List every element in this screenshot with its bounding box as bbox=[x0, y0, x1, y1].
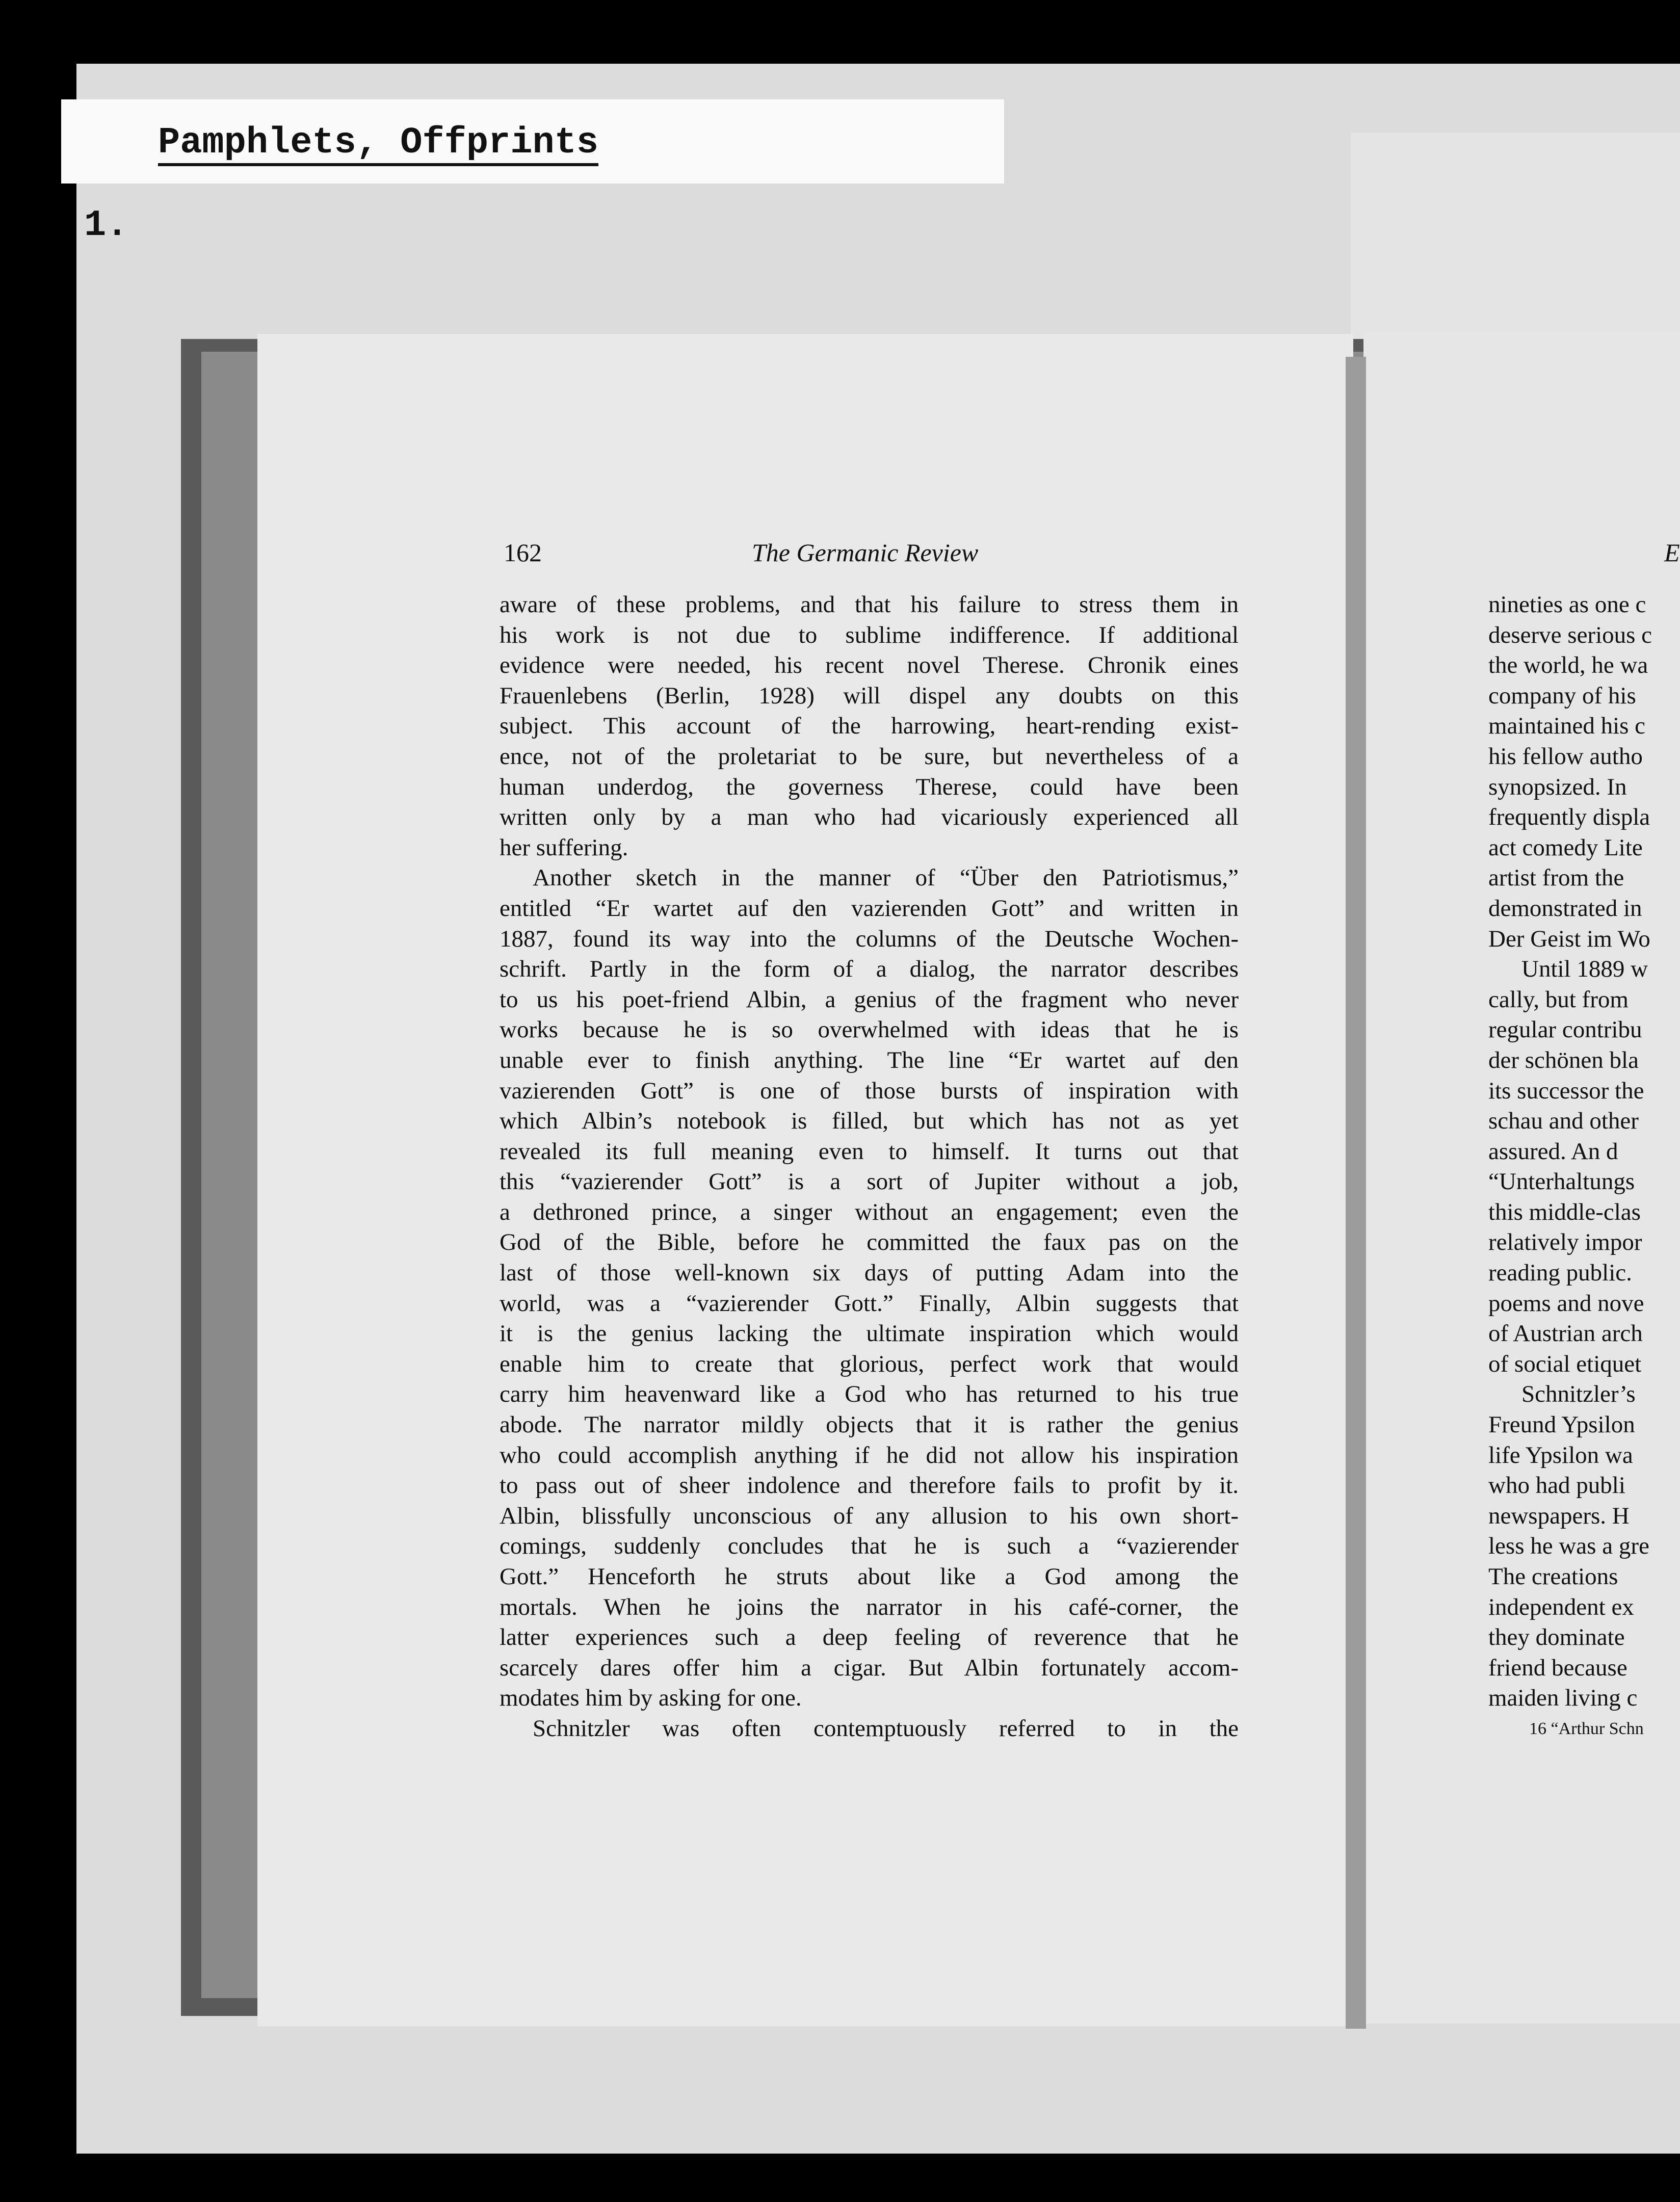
text-line: The creations bbox=[1488, 1563, 1618, 1590]
text-line: who had publi bbox=[1488, 1472, 1625, 1499]
archive-label-number: 1. bbox=[84, 204, 128, 246]
text-line: Gott.” Henceforth he struts about like a God among the bbox=[500, 1563, 1239, 1590]
text-line: life Ypsilon wa bbox=[1488, 1441, 1633, 1469]
text-line: aware of these problems, and that his failure to stress them in bbox=[500, 591, 1239, 618]
text-line: Der Geist im Wo bbox=[1488, 925, 1650, 952]
text-line: this “vazierender Gott” is a sort of Jupiter without a job, bbox=[500, 1168, 1239, 1195]
text-line: human underdog, the governess Therese, could have been bbox=[500, 773, 1239, 800]
text-line: a dethroned prince, a singer without an engagement; even the bbox=[500, 1198, 1239, 1225]
archive-label bbox=[61, 99, 1004, 246]
text-line: it is the genius lacking the ultimate inspiration which would bbox=[500, 1320, 1239, 1347]
text-line: ence, not of the proletariat to be sure, but nevertheless of a bbox=[500, 743, 1239, 770]
text-line: friend because bbox=[1488, 1654, 1628, 1681]
text-line: Another sketch in the manner of “Über den Patriotismus,” bbox=[533, 864, 1239, 892]
text-line: mortals. When he joins the narrator in his café-corner, the bbox=[500, 1593, 1239, 1620]
text-line: less he was a gre bbox=[1488, 1533, 1649, 1560]
text-line: his fellow autho bbox=[1488, 743, 1643, 770]
text-line: the world, he wa bbox=[1488, 652, 1648, 679]
text-line: nineties as one c bbox=[1488, 591, 1646, 618]
text-line: world, was a “vazierender Gott.” Finally, Albin suggests that bbox=[500, 1290, 1239, 1317]
text-line: demonstrated in bbox=[1488, 895, 1642, 922]
running-head-title: The Germanic Review bbox=[752, 538, 979, 567]
text-line: which Albin’s notebook is filled, but which has not as yet bbox=[500, 1108, 1239, 1135]
page-number: 162 bbox=[504, 538, 542, 567]
text-line: Albin, blissfully unconscious of any allusion to his own short- bbox=[500, 1502, 1239, 1529]
right-running-head-fragment: E bbox=[1664, 538, 1680, 567]
text-line: his work is not due to sublime indifference. If additional bbox=[500, 621, 1239, 648]
backing-sheet bbox=[1351, 133, 1680, 357]
text-line: of social etiquet bbox=[1488, 1350, 1642, 1377]
text-line: entitled “Er wartet auf den vazierenden Gott” and written in bbox=[500, 895, 1239, 922]
text-line: schau and other bbox=[1488, 1108, 1639, 1135]
text-line: modates him by asking for one. bbox=[500, 1685, 802, 1712]
text-line: revealed its full meaning even to himself. It turns out that bbox=[500, 1138, 1239, 1165]
text-line: synopsized. In bbox=[1488, 773, 1627, 800]
text-line: God of the Bible, before he committed the faux pas on the bbox=[500, 1229, 1239, 1256]
text-line: works because he is so overwhelmed with ideas that he is bbox=[500, 1016, 1239, 1043]
text-line: to pass out of sheer indolence and therefore fails to profit by it. bbox=[500, 1472, 1239, 1499]
text-line: reading public. bbox=[1488, 1260, 1632, 1287]
text-line: maiden living c bbox=[1488, 1685, 1638, 1712]
left-page-body-text bbox=[500, 590, 1239, 1744]
text-line: Schnitzler was often contemptuously referred to in the bbox=[533, 1715, 1239, 1742]
text-line: latter experiences such a deep feeling of reverence that he bbox=[500, 1624, 1239, 1651]
text-line: vazierenden Gott” is one of those bursts of inspiration with bbox=[500, 1077, 1239, 1104]
text-line: poems and nove bbox=[1488, 1290, 1644, 1317]
footnote: 16 “Arthur Schn bbox=[1529, 1719, 1644, 1738]
text-line: cally, but from bbox=[1488, 986, 1629, 1013]
text-line: assured. An d bbox=[1488, 1138, 1618, 1165]
text-line: scarcely dares offer him a cigar. But Albin fortunately accom- bbox=[500, 1654, 1239, 1681]
text-line: 1887, found its way into the columns of the Deutsche Wochen- bbox=[500, 925, 1239, 952]
text-line: this middle-clas bbox=[1488, 1198, 1641, 1225]
text-line: they dominate bbox=[1488, 1624, 1625, 1651]
text-line: company of his bbox=[1488, 682, 1636, 709]
text-line: artist from the bbox=[1488, 864, 1624, 892]
text-line: carry him heavenward like a God who has returned to his true bbox=[500, 1381, 1239, 1408]
text-line: Frauenlebens (Berlin, 1928) will dispel any doubts on this bbox=[500, 682, 1239, 709]
text-line: der schönen bla bbox=[1488, 1046, 1639, 1073]
text-line: comings, suddenly concludes that he is such a “vazierender bbox=[500, 1533, 1239, 1560]
text-line: to us his poet-friend Albin, a genius of the fragment who never bbox=[500, 986, 1239, 1013]
text-line: schrift. Partly in the form of a dialog, the narrator describes bbox=[500, 956, 1239, 983]
text-line: act comedy Lite bbox=[1488, 834, 1643, 861]
right-page-body-text bbox=[1488, 590, 1680, 1744]
text-line: newspapers. H bbox=[1488, 1502, 1630, 1529]
text-line: unable ever to finish anything. The line “Er wartet auf den bbox=[500, 1046, 1239, 1073]
text-line: her suffering. bbox=[500, 834, 628, 861]
text-line: of Austrian arch bbox=[1488, 1320, 1643, 1347]
text-line: written only by a man who had vicariously experienced all bbox=[500, 804, 1239, 831]
text-line: last of those well-known six days of putting Adam into the bbox=[500, 1260, 1239, 1287]
text-line: maintained his c bbox=[1488, 713, 1646, 740]
text-line: Freund Ypsilon bbox=[1488, 1411, 1635, 1438]
text-line: abode. The narrator mildly objects that it is rather the genius bbox=[500, 1411, 1239, 1438]
archive-label-series: Pamphlets, Offprints bbox=[158, 122, 598, 166]
text-line: regular contribu bbox=[1488, 1016, 1642, 1043]
text-line: enable him to create that glorious, perfect work that would bbox=[500, 1350, 1239, 1377]
text-line: who could accomplish anything if he did not allow his inspiration bbox=[500, 1441, 1239, 1469]
text-line: frequently displa bbox=[1488, 804, 1650, 831]
text-line: deserve serious c bbox=[1488, 621, 1652, 648]
text-line: relatively impor bbox=[1488, 1229, 1642, 1256]
text-line: evidence were needed, his recent novel Therese. Chronik eines bbox=[500, 652, 1239, 679]
text-line: subject. This account of the harrowing, heart-rending exist- bbox=[500, 713, 1239, 740]
text-line: its successor the bbox=[1488, 1077, 1644, 1104]
text-line: Until 1889 w bbox=[1521, 956, 1648, 983]
text-line: independent ex bbox=[1488, 1593, 1634, 1620]
book-gutter bbox=[1346, 357, 1366, 2029]
text-line: Schnitzler’s bbox=[1521, 1381, 1636, 1408]
text-line: “Unterhaltungs bbox=[1488, 1168, 1635, 1195]
